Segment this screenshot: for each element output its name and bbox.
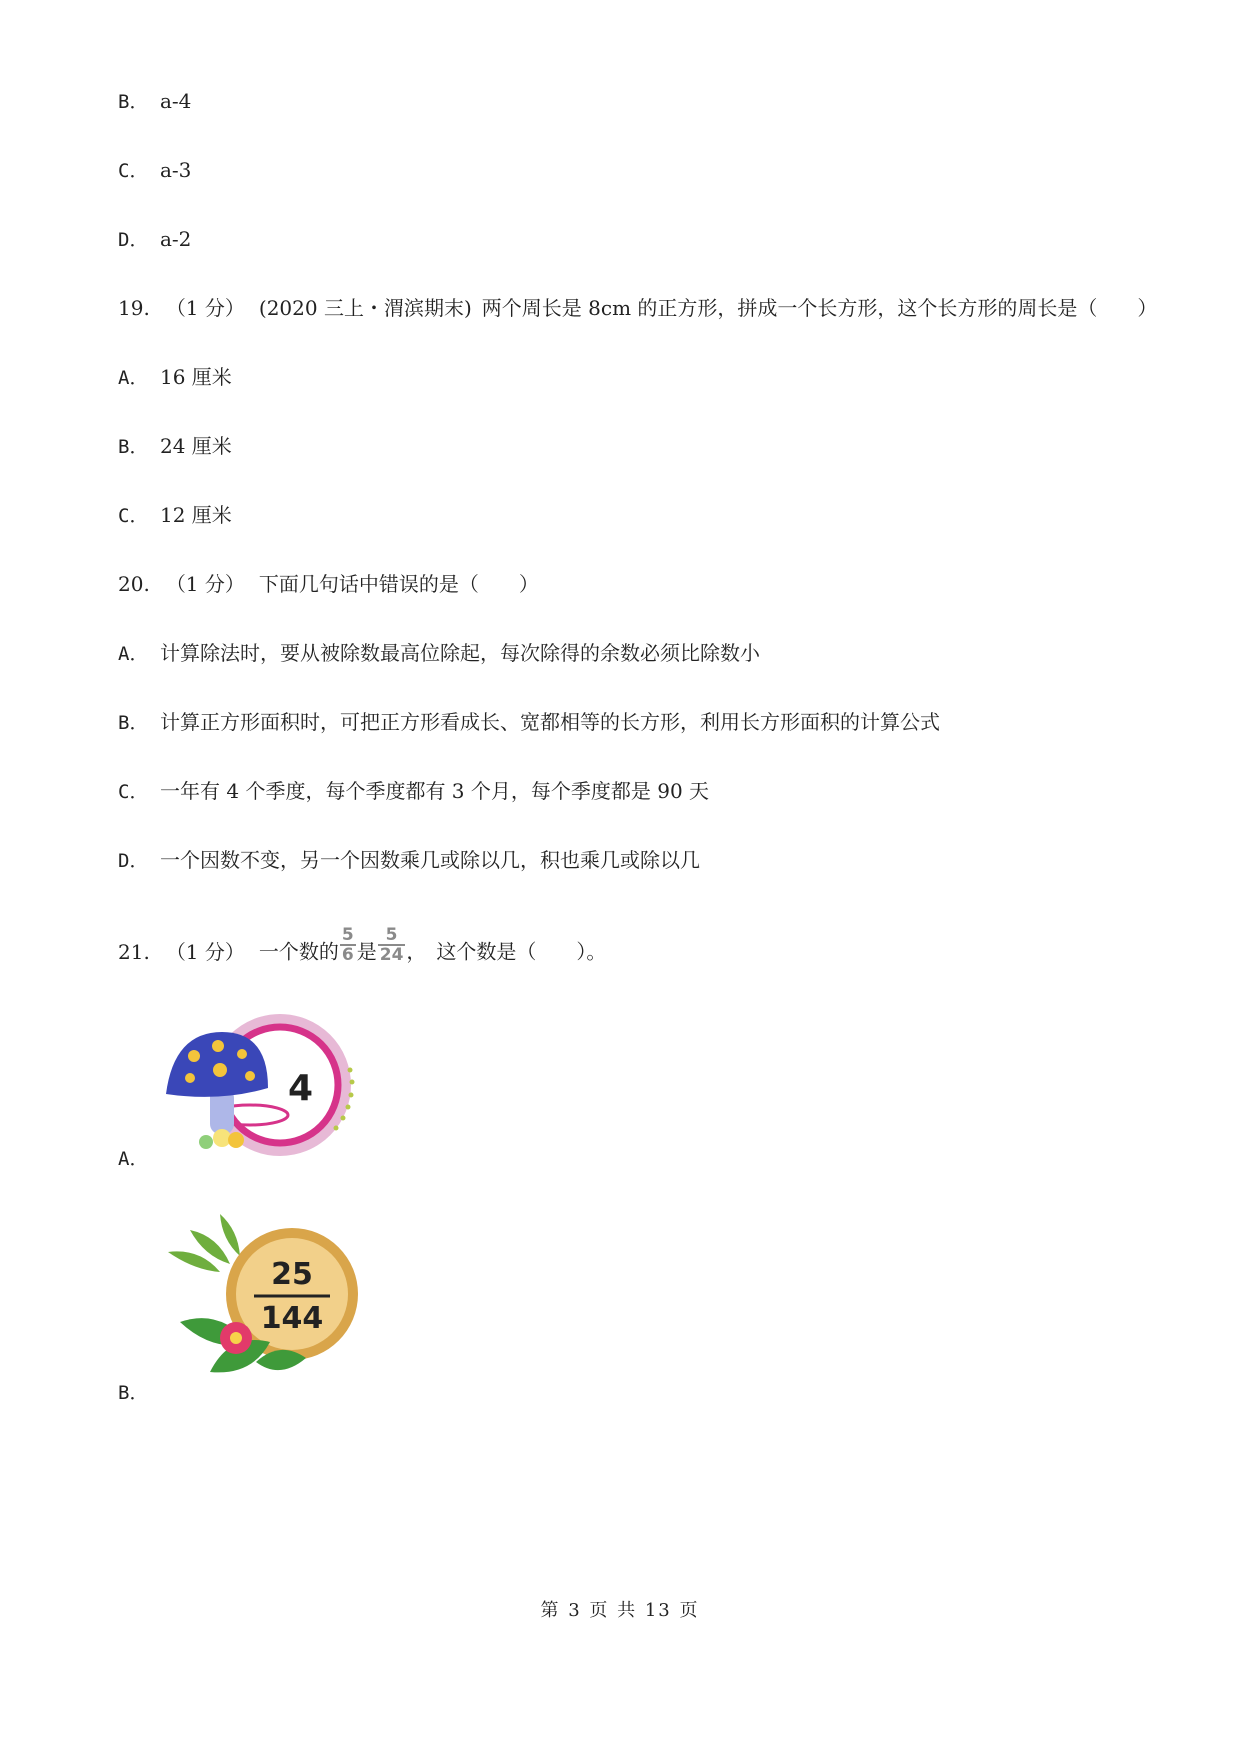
option-letter: A．	[118, 1148, 149, 1170]
option-letter: B．	[118, 91, 149, 113]
option-letter: C．	[118, 160, 149, 182]
option-text: 一年有 4 个季度，每个季度都有 3 个月，每个季度都是 90 天	[160, 779, 710, 803]
fraction-five-twentyfourths	[378, 926, 406, 964]
option-letter: B．	[118, 1382, 149, 1404]
question-20	[118, 571, 539, 597]
option-c-prev	[118, 157, 191, 184]
option-text: 一个因数不变，另一个因数乘几或除以几，积也乘几或除以几	[160, 848, 700, 872]
option-text: 16 厘米	[160, 365, 232, 389]
option-d-prev	[118, 226, 191, 253]
badge-value: 4	[288, 1068, 314, 1109]
hibiscus-flower	[220, 1322, 252, 1354]
question-stem-post: ， 这个数是（ ）。	[406, 939, 607, 964]
badge-denominator: 144	[260, 1301, 324, 1336]
fraction-numerator: 5	[378, 926, 406, 946]
option-letter: B．	[118, 436, 149, 458]
question-score: （1 分）	[165, 939, 245, 964]
question-19	[118, 295, 1157, 321]
option-text: 12 厘米	[160, 503, 232, 527]
fraction-denominator: 6	[341, 945, 354, 965]
q19-option-c	[118, 502, 232, 529]
question-21	[118, 925, 607, 972]
option-text: a-2	[160, 227, 192, 251]
question-stem-pre: 一个数的	[258, 939, 339, 964]
option-letter: D．	[118, 229, 149, 251]
option-text: 计算正方形面积时，可把正方形看成长、宽都相等的长方形，利用长方形面积的计算公式	[160, 710, 940, 734]
question-stem-mid: 是	[356, 939, 377, 964]
fern-leaves	[168, 1214, 240, 1272]
fraction-five-sixths	[340, 926, 356, 964]
fraction-numerator: 5	[341, 925, 354, 945]
q19-option-b	[118, 433, 232, 460]
question-number: 21.	[118, 939, 150, 964]
q21-option-a	[118, 1145, 160, 1172]
option-letter: A．	[118, 643, 149, 665]
option-text: 计算除法时，要从被除数最高位除起，每次除得的余数必须比除数小	[160, 641, 760, 665]
option-letter: C．	[118, 505, 149, 527]
option-letter: B．	[118, 712, 149, 734]
q20-option-b	[118, 709, 940, 736]
q19-option-a	[118, 364, 232, 391]
question-stem: 两个周长是 8cm 的正方形，拼成一个长方形，这个长方形的周长是（ ）	[481, 296, 1158, 320]
option-letter: C．	[118, 781, 149, 803]
question-source: (2020 三上・渭滨期末)	[258, 296, 472, 320]
question-number: 19.	[118, 296, 150, 320]
wooden-badge-icon	[160, 1212, 370, 1382]
option-letter: D．	[118, 850, 149, 872]
option-b-prev	[118, 88, 191, 115]
q21-option-b	[118, 1379, 160, 1406]
q20-option-a	[118, 640, 760, 667]
option-letter: A．	[118, 367, 149, 389]
mushroom-badge-icon	[160, 1010, 360, 1160]
option-text: a-3	[160, 158, 192, 182]
question-score: （1 分）	[165, 296, 245, 320]
question-stem: 下面几句话中错误的是（ ）	[258, 572, 539, 596]
question-score: （1 分）	[165, 572, 245, 596]
q20-option-c	[118, 778, 709, 805]
badge-numerator: 25	[271, 1257, 313, 1292]
q20-option-d	[118, 847, 700, 874]
fraction-denominator: 24	[379, 945, 404, 965]
option-text: 24 厘米	[160, 434, 232, 458]
option-text: a-4	[160, 89, 192, 113]
question-number: 20.	[118, 572, 150, 596]
page-footer: 第 3 页 共 13 页	[540, 1600, 700, 1621]
